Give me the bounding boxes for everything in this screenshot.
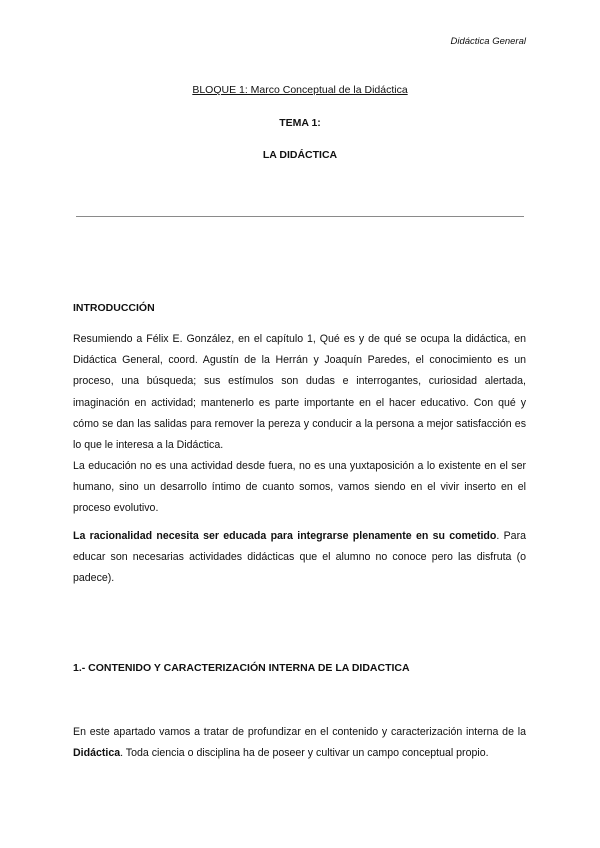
intro-paragraph-2: La educación no es una actividad desde fuera, no es una yuxtaposición a lo existente en el ser humano, sino un desarrollo íntimo de cuanto somos, vamos siendo en el vivir inserto en el proceso evolutivo. [73, 460, 526, 515]
introduccion-heading: INTRODUCCIÓN [73, 302, 155, 314]
section-1-paragraph-start: En este apartado vamos a tratar de profundizar en el contenido y caracterización interna de la [73, 726, 526, 738]
section-1-heading: 1.- CONTENIDO Y CARACTERIZACIÓN INTERNA DE LA DIDACTICA [73, 662, 410, 674]
section-1-paragraph-emphasis: Didáctica [73, 747, 121, 760]
section-1-paragraph [73, 722, 526, 764]
horizontal-divider [76, 216, 524, 217]
intro-paragraph-3 [73, 526, 526, 590]
section-1-paragraph-end: . Toda ciencia o disciplina ha de poseer y cultivar un campo conceptual propio. [120, 747, 489, 760]
intro-paragraph-3-emphasis: La racionalidad necesita ser educada para integrarse plenamente en su cometido [73, 530, 497, 542]
intro-paragraph-3-rest: . Para educar son necesarias actividades didácticas que el alumno no conoce pero las disfruta (o padece). [73, 530, 526, 585]
intro-paragraph-1: Resumiendo a Félix E. González, en el capítulo 1, Qué es y de qué se ocupa la didáctica, en Didáctica General, coord. Agustín de la Herrán y Joaquín Paredes, el conocimiento es un proceso, una búsqueda; sus estímulos son dudas e interrogantes, curiosidad alertada, imaginación en actividad; mantenerlo es parte importante en el hacer educativo. Con qué y cómo se dan las salidas para remover la pereza y conducir a la persona a mejor satisfacción es lo que le interesa a la Didáctica. [73, 333, 526, 452]
document-title: LA DIDÁCTICA [262, 149, 338, 161]
bloque-title: BLOQUE 1: Marco Conceptual de la Didáctica [192, 84, 408, 96]
tema-title: TEMA 1: [279, 117, 321, 129]
running-header: Didáctica General [450, 36, 526, 47]
